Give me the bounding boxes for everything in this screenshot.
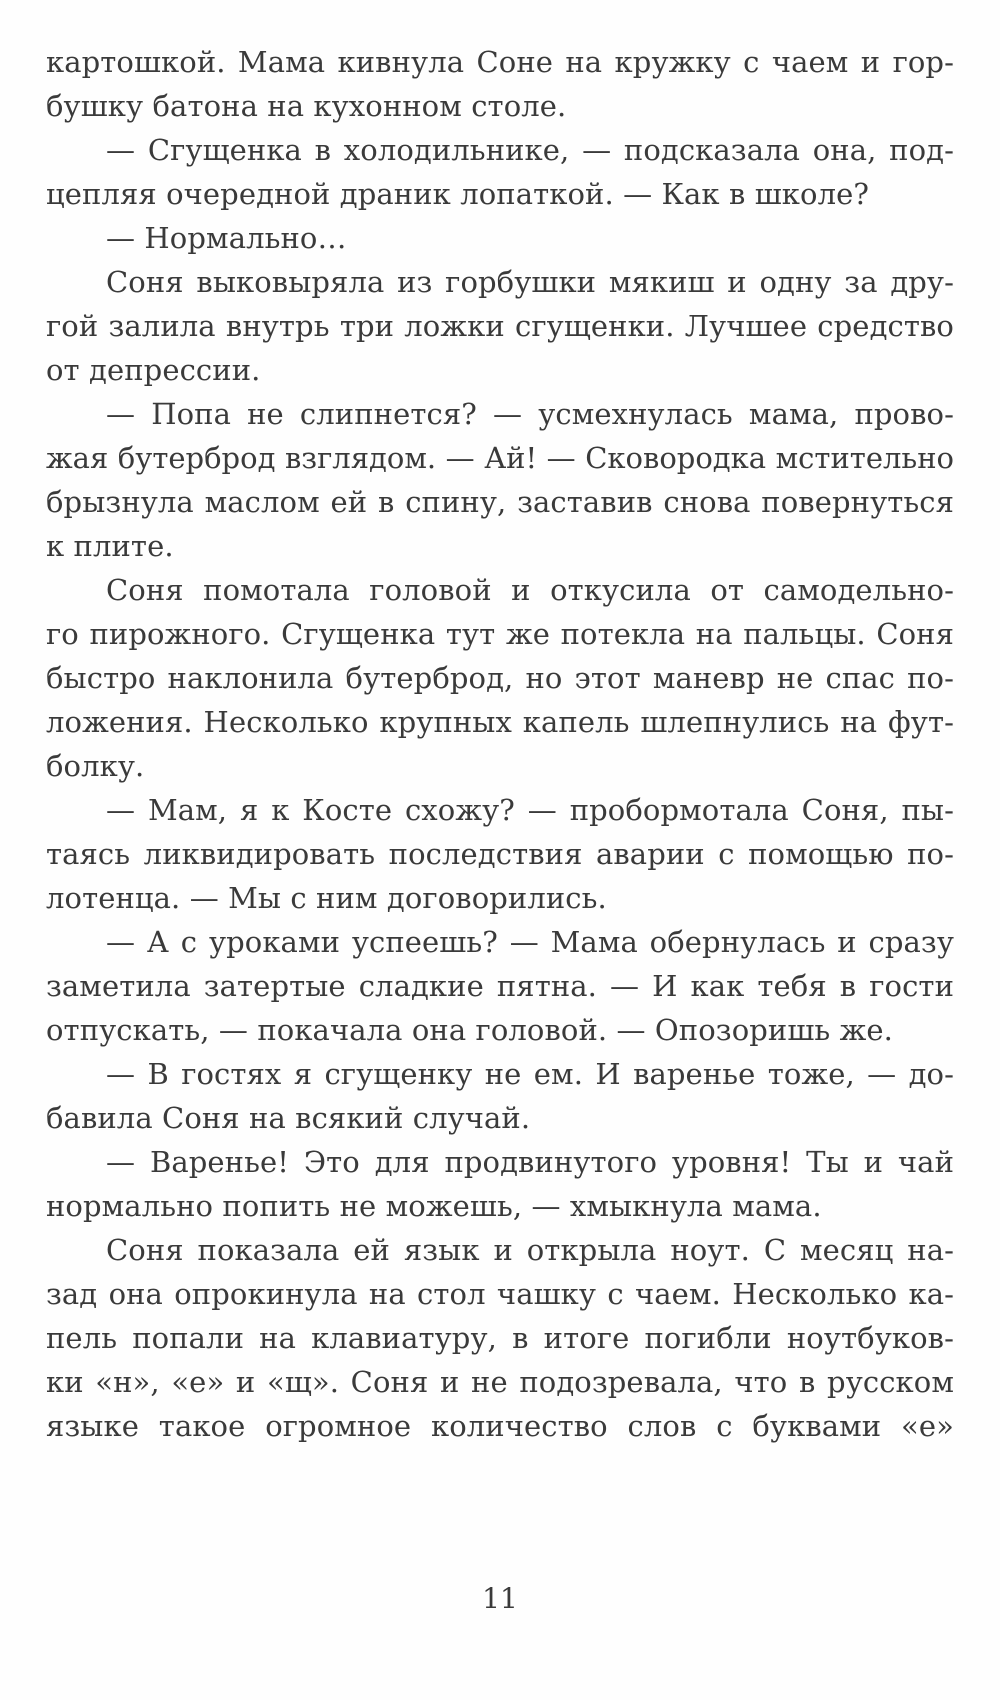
text-line: — Попа не слипнется? — усмехнулась мама, прово- xyxy=(106,397,954,431)
text-line: бавила Соня на всякий случай. xyxy=(46,1101,531,1135)
text-line: пель попали на клавиатуру, в итоге погибли ноутбуков- xyxy=(46,1321,954,1355)
text-line: жая бутерброд взглядом. — Ай! — Сковородка мстительно xyxy=(46,441,954,475)
text-line: быстро наклонила бутерброд, но этот маневр не спас по- xyxy=(46,661,954,695)
text-line: гой залила внутрь три ложки сгущенки. Лучшее средство xyxy=(46,309,954,343)
text-line: цепляя очередной драник лопаткой. — Как в школе? xyxy=(46,177,870,211)
text-line: зад она опрокинула на стол чашку с чаем. Несколько ка- xyxy=(46,1277,954,1311)
body-text xyxy=(46,40,954,1448)
text-line: ки «н», «е» и «щ». Соня и не подозревала, что в русском xyxy=(46,1365,954,1399)
text-line: брызнула маслом ей в спину, заставив снова повернуться xyxy=(46,485,954,519)
text-line: нормально попить не можешь, — хмыкнула мама. xyxy=(46,1189,822,1223)
text-line: заметила затертые сладкие пятна. — И как тебя в гости xyxy=(46,969,954,1003)
text-line: ложения. Несколько крупных капель шлепнулись на фут- xyxy=(46,705,954,739)
text-line: — Сгущенка в холодильнике, — подсказала она, под- xyxy=(106,133,954,167)
text-line: отпускать, — покачала она головой. — Опозоришь же. xyxy=(46,1013,893,1047)
text-line: — Мам, я к Косте схожу? — пробормотала Соня, пы- xyxy=(106,793,954,827)
text-line: бушку батона на кухонном столе. xyxy=(46,89,567,123)
text-line: — А с уроками успеешь? — Мама обернулась и сразу xyxy=(106,925,954,959)
text-line: го пирожного. Сгущенка тут же потекла на пальцы. Соня xyxy=(46,617,954,651)
text-line: языке такое огромное количество слов с буквами «е» xyxy=(46,1409,954,1443)
text-line: Соня показала ей язык и открыла ноут. С месяц на- xyxy=(106,1233,954,1267)
page-number: 11 xyxy=(482,1582,518,1615)
text-line: — Варенье! Это для продвинутого уровня! Ты и чай xyxy=(106,1145,954,1179)
text-line: Соня помотала головой и откусила от самодельно- xyxy=(106,573,954,607)
text-line: — Нормально… xyxy=(106,221,347,255)
text-line: к плите. xyxy=(46,529,174,563)
text-line: таясь ликвидировать последствия аварии с помощью по- xyxy=(46,837,954,871)
text-line: Соня выковыряла из горбушки мякиш и одну за дру- xyxy=(106,265,954,299)
text-line: от депрессии. xyxy=(46,353,261,387)
text-line: лотенца. — Мы с ним договорились. xyxy=(46,881,607,915)
text-line: болку. xyxy=(46,749,145,783)
text-line: картошкой. Мама кивнула Соне на кружку с чаем и гор- xyxy=(46,45,954,79)
text-line: — В гостях я сгущенку не ем. И варенье тоже, — до- xyxy=(106,1057,954,1091)
